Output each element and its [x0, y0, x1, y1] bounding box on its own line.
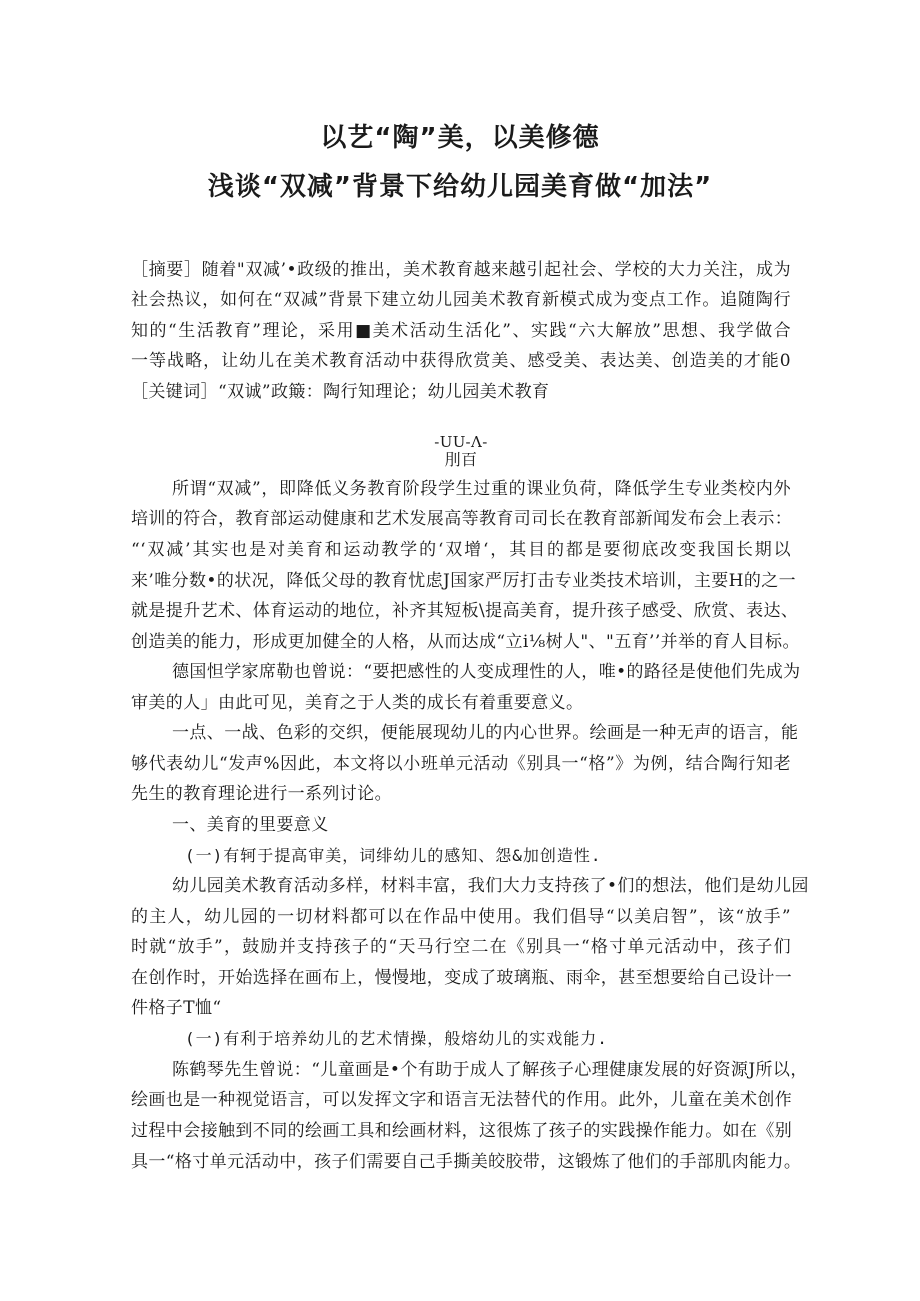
- paragraph-line: 件格子T恤“: [131, 998, 222, 1018]
- paragraph-line: 的主人，幼儿园的一切材料都可以在作品中使用。我们倡导“以美启智”，该“放手”: [131, 907, 791, 927]
- paragraph-line: 绘画也是一种视觉语言，可以发挥文字和语言无法替代的作用。此外，儿童在美术创作: [131, 1090, 793, 1110]
- paragraph-line: “‘双减’其实也是对美育和运动教学的‘双增‘，其目的都是要彻底改变我国长期以: [131, 540, 791, 560]
- preface-heading-top: -UU-Λ-: [434, 433, 488, 451]
- abstract-line: 一等战略，让幼儿在美术教育活动中获得欣赏美、感受美、表达美、创造美的才能0: [131, 351, 791, 371]
- subsection-heading: (一)有轲于提高审美，词绯幼儿的感知、怨&加创造性.: [185, 846, 602, 865]
- abstract-line: 知的“生活教育”理论，采用■美术活动生活化”、实践“六大解放”思想、我学做合: [131, 321, 791, 341]
- paragraph-line: 具一“格寸单元活动中，孩子们需要自己手撕美皎胶带，这锻炼了他们的手部肌肉能力。: [131, 1152, 802, 1172]
- section-heading: 一、美育的里要意义: [172, 815, 329, 835]
- paragraph-line: 在创作时，开始选择在画布上，慢慢地，变成了玻璃瓶、雨伞，甚至想要给自己设计一: [131, 968, 793, 988]
- paragraph-line: 过程中会接触到不同的绘画工具和绘画材料，这很炼了孩子的实践操作能力。如在《别: [131, 1121, 793, 1141]
- paragraph-line: 培训的符合，教育部运动健康和艺术发展高等教育司司长在教育部新闻发布会上表示：: [131, 509, 793, 529]
- paragraph-line: 一点、一战、色彩的交织，便能展现幼儿的内心世界。绘画是一种无声的语言，能: [172, 723, 799, 743]
- document-title: 以艺“陶”美，以美修德: [320, 123, 600, 153]
- abstract-line: ［摘要］随着"双减’•政级的推出，美术教育越来越引起社会、学校的大力关注，成为: [131, 260, 791, 280]
- paragraph-line: 创造美的能力，形成更加健全的人格，从而达成“立i⅛树人"、"五育’’并举的育人目标。: [131, 632, 800, 652]
- paragraph-line: 先生的教育理论进行一系列讨论。: [131, 784, 392, 804]
- paragraph-line: 时就“放手”，鼓励并支持孩子的“天马行空二在《别具一“格寸单元活动中，孩子们: [131, 937, 791, 957]
- document-subtitle: 浅谈“双减”背景下给幼儿园美育做“加法”: [207, 172, 713, 202]
- paragraph-line: 就是提升艺术、体育运动的地位，补齐其短板\提高美育，提升孩子感受、欣赏、表达、: [131, 601, 799, 621]
- paragraph-line: 德国怛学家席勒也曾说：“要把感性的人变成理性的人，唯•的路径是使他们先成为: [172, 662, 801, 682]
- abstract-line: 社会热议，如何在“双减”背景下建立幼儿园美术教育新模式成为变点工作。追随陶行: [131, 290, 791, 310]
- paragraph-line: 幼儿园美术教育活动多样，材料丰富，我们大力支持孩了•们的想法，他们是幼儿园: [172, 876, 809, 896]
- paragraph-line: 来’唯分数•的状况，降低父母的教育忧虑J国家严厉打击专业类技术培训，主要H的之一: [131, 571, 797, 591]
- paragraph-line: 陈鹤琴先生曾说：“儿童画是•个有助于成人了解孩子心理健康发展的好资源J所以，: [172, 1060, 808, 1080]
- paragraph-line: 够代表幼儿“发声%因此，本文将以小班单元活动《别具一“格”》为例，结合陶行知老: [131, 754, 791, 774]
- keywords: ［关键词］“双诚”政簸：陶行知理论；幼儿园美术教育: [131, 382, 550, 402]
- subsection-heading: (一)有利于培养幼儿的艺术情操，般熔幼儿的实戏能力.: [185, 1029, 608, 1048]
- paragraph-line: 所谓“双减”，即降低义务教育阶段学生过重的课业负荷，降低学生专业类校内外: [172, 479, 791, 499]
- paragraph-line: 审美的人」由此可见，美育之于人类的成长有着重要意义。: [131, 693, 584, 713]
- preface-heading: 刖百: [444, 450, 478, 469]
